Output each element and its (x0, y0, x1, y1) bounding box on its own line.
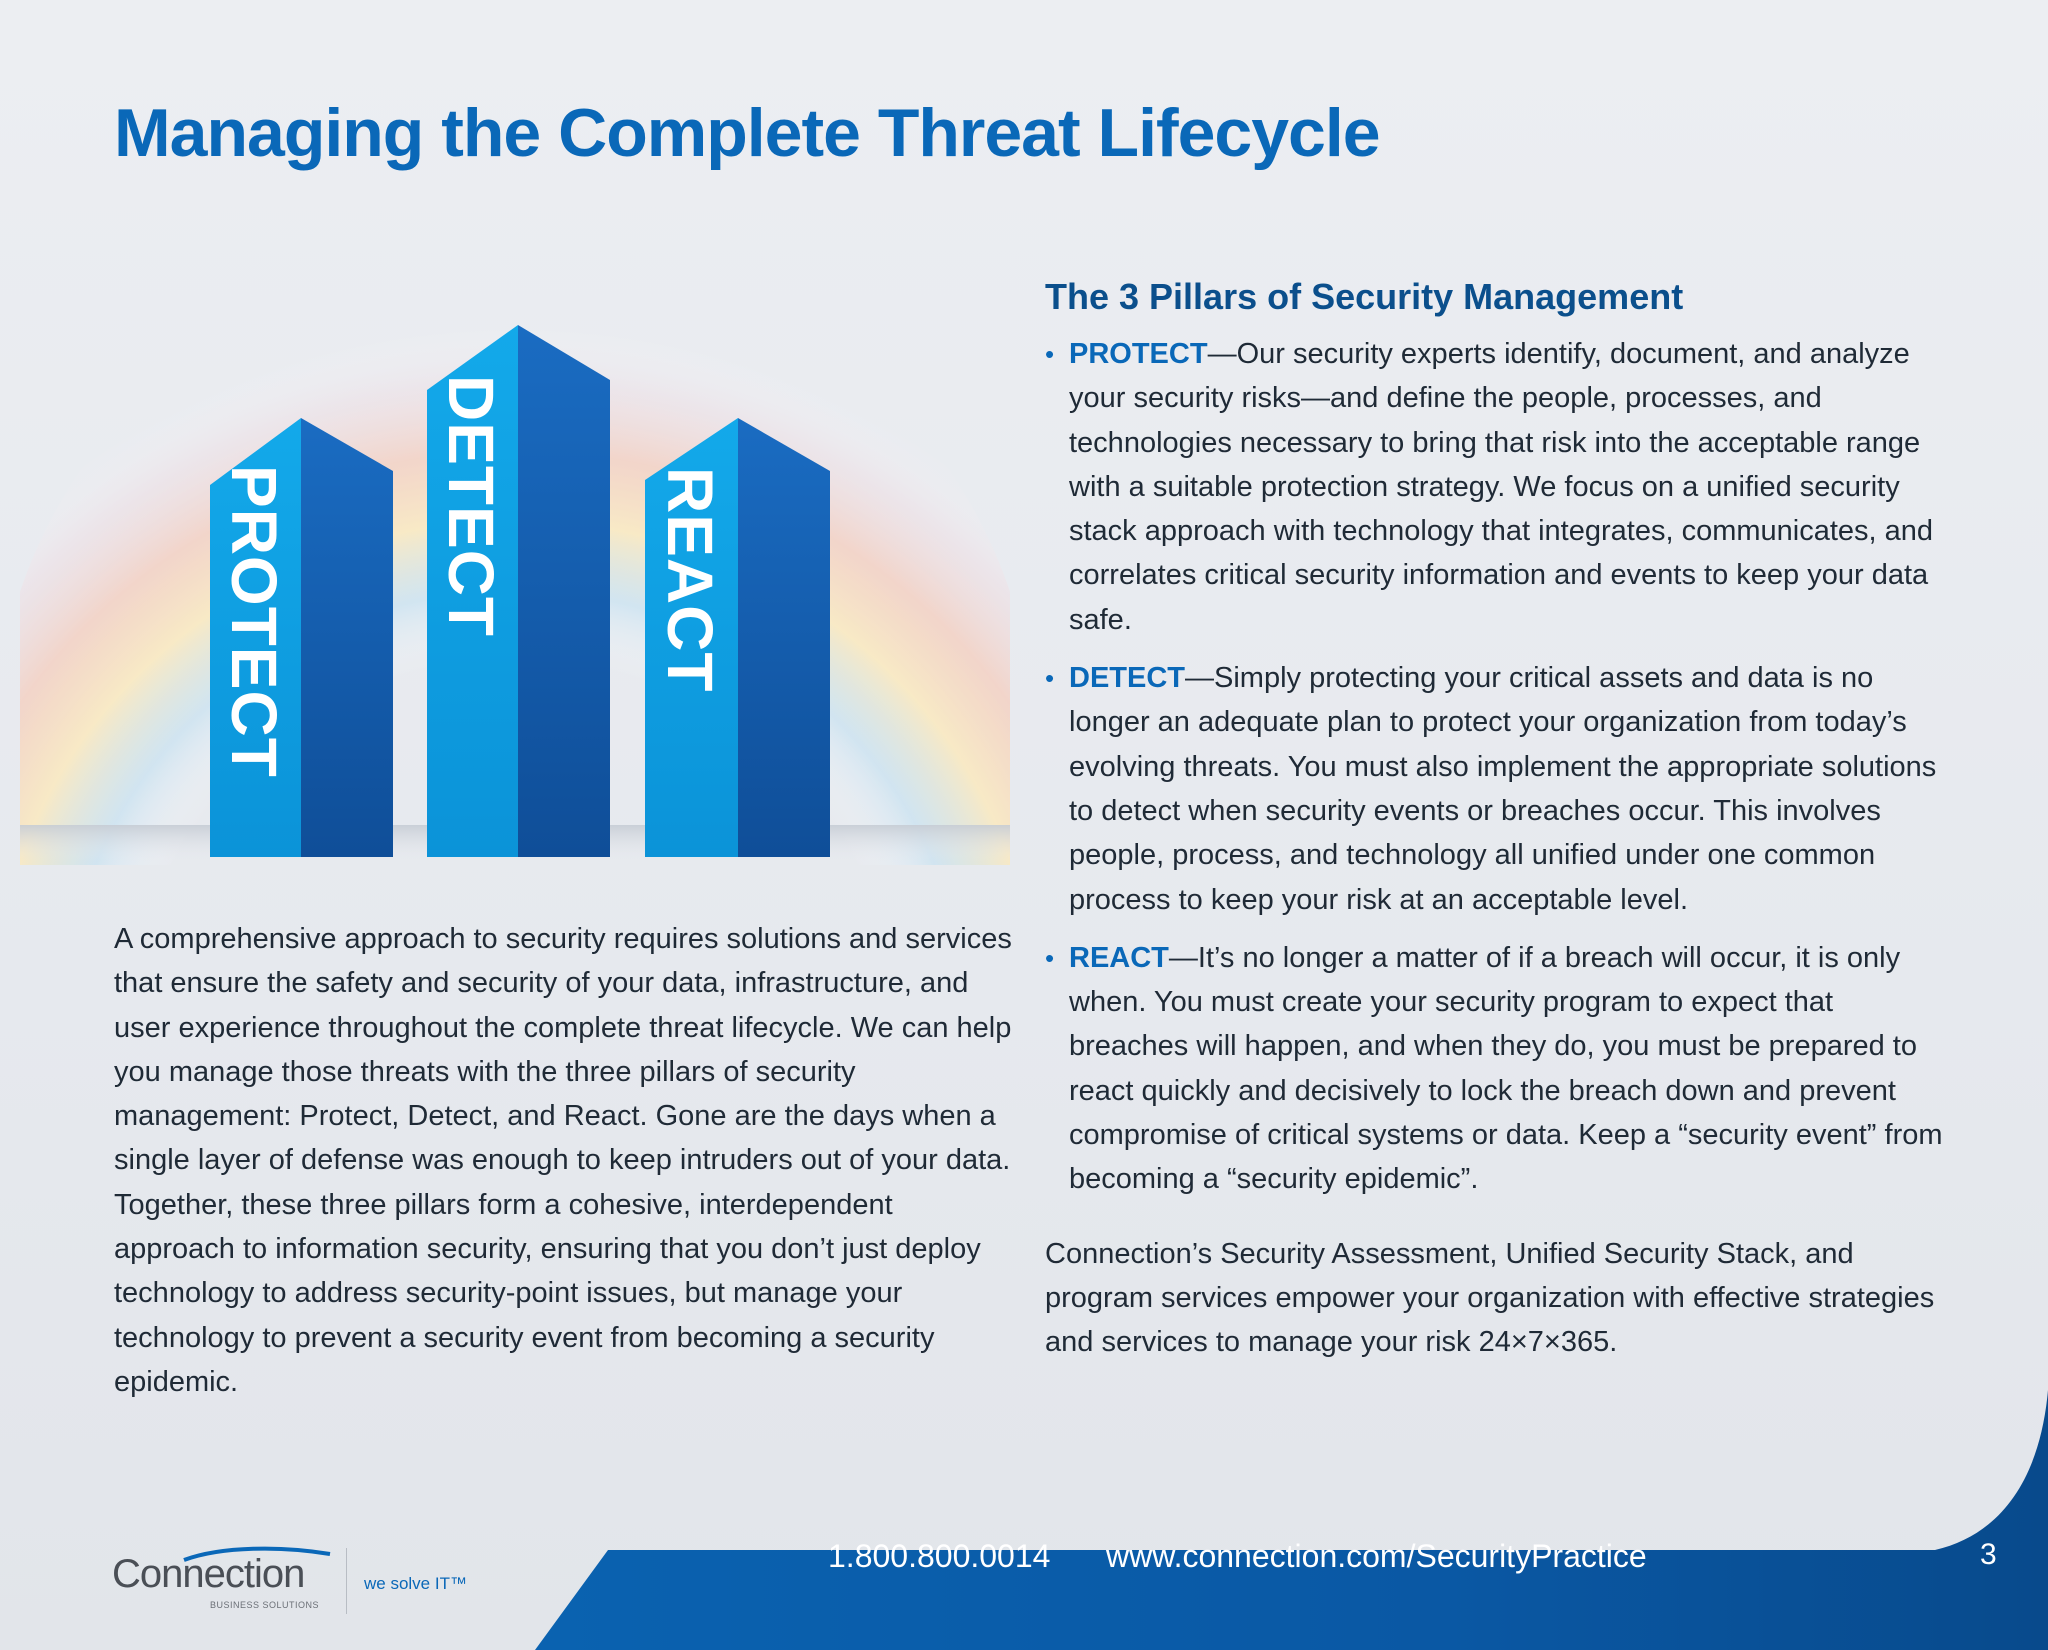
pillar-name-protect: PROTECT (1069, 338, 1208, 370)
pillar-detect (427, 325, 610, 857)
bullet-icon: • (1045, 663, 1055, 694)
page-title: Managing the Complete Threat Lifecycle (114, 95, 1380, 171)
pillars-graphic (20, 225, 1010, 865)
intro-paragraph: A comprehensive approach to security requires solutions and services that ensure the safety and security of your data, infrastructure, and user experience throughout the complete threat lifecycle. We can help you manage those threats with the three pillars of security management: Protect, Detect, and React. Gone are the days when a single layer of defense was enough to keep intruders out of your data. Together, these three pillars form a cohesive, interdependent approach to information security, ensuring that you don’t just deploy technology to address security-point issues, but manage your technology to prevent a security event from becoming a security epidemic. (114, 923, 1012, 1398)
pillar-item-detect (1045, 656, 1945, 922)
footer-band-shape (535, 1390, 2048, 1650)
pillars-section (1045, 272, 1945, 1365)
pillar-label-react: REACT (654, 467, 726, 693)
pillar-item-react (1045, 936, 1945, 1202)
page-number: 3 (1980, 1538, 1997, 1571)
pillar-protect (210, 418, 393, 857)
pillar-desc-protect: —Our security experts identify, document, and analyze your security risks—and define the people, processes, and technologies necessary to bring that risk into the acceptable range with a suitable protection strategy. We focus on a unified security stack approach with technology that integrates, communicates, and correlates critical security information and events to keep your data safe. (1069, 338, 1934, 636)
pillar-item-protect (1045, 332, 1945, 642)
pillar-label-detect: DETECT (435, 375, 507, 637)
closing-paragraph: Connection’s Security Assessment, Unified Security Stack, and program services empower your organization with effective strategies and services to manage your risk 24×7×365. (1045, 1237, 1935, 1359)
logo-wordmark: Connection (112, 1552, 305, 1596)
logo-divider (346, 1548, 347, 1614)
connection-logo[interactable] (112, 1552, 352, 1610)
bullet-icon: • (1045, 339, 1055, 369)
logo-subtext: BUSINESS SOLUTIONS (210, 1600, 320, 1610)
pillar-name-detect: DETECT (1069, 662, 1185, 695)
pillar-label-protect: PROTECT (218, 465, 290, 778)
pillar-list (1045, 332, 1945, 1202)
footer-phone[interactable]: 1.800.800.0014 (828, 1538, 1051, 1574)
pillar-name-react: REACT (1069, 941, 1169, 974)
tagline: we solve IT™ (364, 1574, 467, 1593)
three-pillars-illustration (20, 225, 1010, 865)
footer-url-link[interactable]: www.connection.com/SecurityPractice (1106, 1538, 1647, 1574)
pillar-desc-react: —It’s no longer a matter of if a breach will occur, it is only when. You must create your security program to expect that breaches will happen, and when they do, you must be prepared to react quickly and decisively to lock the breach down and prevent compromise of critical systems or data. Keep a “security event” from becoming a “security epidemic”. (1069, 941, 1943, 1196)
pillar-react (645, 418, 830, 857)
section-heading: The 3 Pillars of Security Management (1045, 276, 1684, 317)
pillar-desc-detect: —Simply protecting your critical assets and data is no longer an adequate plan to protect your organization from today’s evolving threats. You must also implement the appropriate solutions to detect when security events or breaches occur. This involves people, process, and technology all unified under one common process to keep your risk at an acceptable level. (1069, 662, 1937, 916)
bullet-icon: • (1045, 942, 1055, 973)
